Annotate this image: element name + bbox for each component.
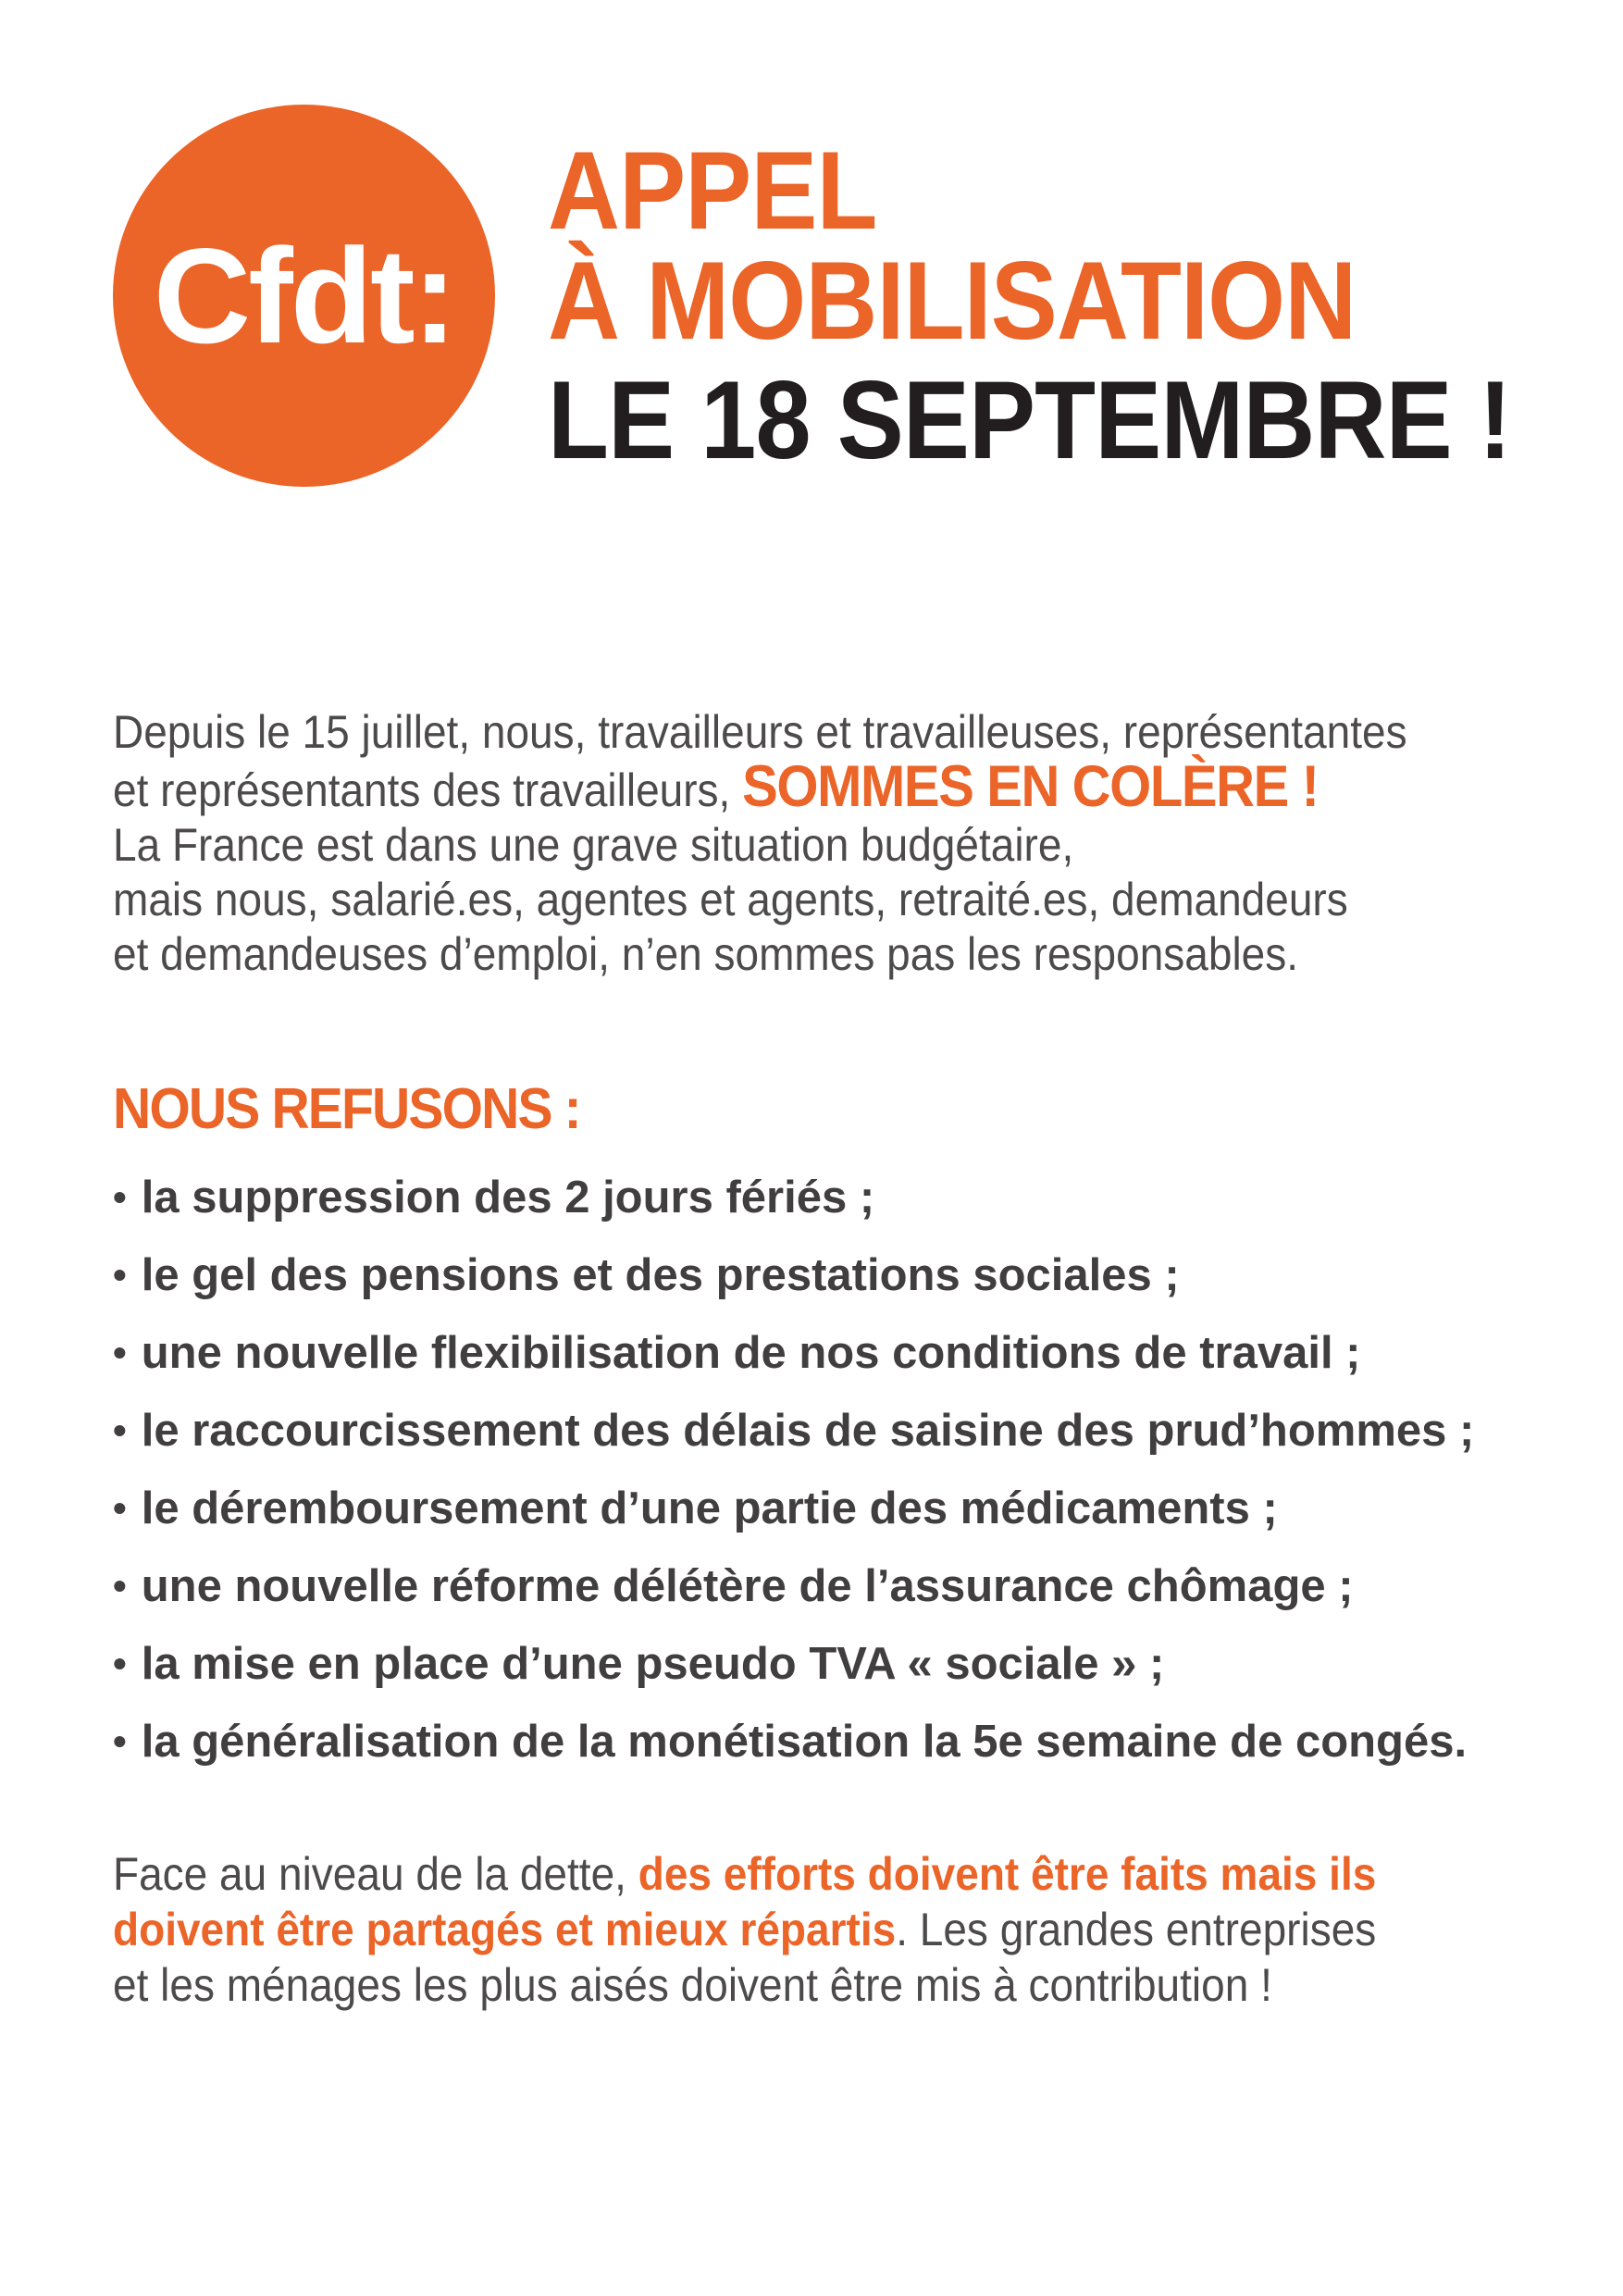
refusal-text: la suppression des 2 jours fériés ; xyxy=(141,1173,875,1222)
bullet-icon: • xyxy=(113,1253,127,1297)
intro-line-5: et demandeuses d’emploi, n’en sommes pas les responsables. xyxy=(113,928,1299,980)
title-line-date: LE 18 SEPTEMBRE ! xyxy=(548,358,1511,482)
bullet-icon: • xyxy=(113,1331,127,1374)
list-item xyxy=(113,1314,1474,1392)
refusal-text: la généralisation de la monétisation la 5e semaine de congés. xyxy=(141,1717,1468,1767)
closing-line-2 xyxy=(113,1902,1376,1957)
nous-refusons-heading: NOUS REFUSONS : xyxy=(113,1077,580,1141)
bullet-icon: • xyxy=(113,1564,127,1607)
list-item xyxy=(113,1392,1474,1470)
title-line-mobilisation: À MOBILISATION xyxy=(548,239,1357,363)
intro-line-2-prefix: et représentants des travailleurs, xyxy=(113,764,743,816)
list-item xyxy=(113,1547,1474,1625)
closing-line-1 xyxy=(113,1846,1376,1902)
bullet-icon: • xyxy=(113,1642,127,1685)
bullet-icon: • xyxy=(113,1486,127,1530)
list-item xyxy=(113,1236,1474,1314)
refusal-text: une nouvelle réforme délétère de l’assurance chômage ; xyxy=(141,1561,1354,1611)
cfdt-logo-text: Cfdt: xyxy=(153,219,455,371)
intro-line-3: La France est dans une grave situation budgétaire, xyxy=(113,819,1074,871)
refusal-text: une nouvelle flexibilisation de nos conditions de travail ; xyxy=(141,1328,1361,1378)
bullet-icon: • xyxy=(113,1409,127,1452)
intro-line-2 xyxy=(113,754,1407,819)
closing-line-2-highlight: doivent être partagés et mieux répartis xyxy=(113,1904,897,1955)
intro-line-4: mais nous, salarié.es, agentes et agents, retraité.es, demandeurs xyxy=(113,874,1348,925)
page-title xyxy=(548,129,1618,482)
refusals-list xyxy=(113,1159,1474,1781)
closing-line-3: et les ménages les plus aisés doivent être mis à contribution ! xyxy=(113,1959,1272,2011)
refusal-text: le raccourcissement des délais de saisine des prud’hommes ; xyxy=(141,1406,1475,1456)
sommes-en-colere-highlight: SOMMES EN COLÈRE ! xyxy=(742,754,1319,819)
closing-line-2-rest: . Les grandes entreprises xyxy=(896,1904,1377,1955)
refusal-text: la mise en place d’une pseudo TVA « sociale » ; xyxy=(141,1639,1165,1689)
list-item xyxy=(113,1159,1474,1236)
title-line-appel: APPEL xyxy=(548,129,877,253)
intro-line-1: Depuis le 15 juillet, nous, travailleurs et travailleuses, représentantes xyxy=(113,706,1407,758)
bullet-icon: • xyxy=(113,1719,127,1763)
closing-paragraph xyxy=(113,1846,1376,2013)
list-item xyxy=(113,1703,1474,1781)
list-item xyxy=(113,1470,1474,1547)
refusal-text: le gel des pensions et des prestations sociales ; xyxy=(141,1250,1180,1300)
closing-line-1-highlight: des efforts doivent être faits mais ils xyxy=(638,1848,1377,1900)
intro-paragraph xyxy=(113,705,1407,982)
list-item xyxy=(113,1625,1474,1703)
refusal-text: le déremboursement d’une partie des médicaments ; xyxy=(141,1483,1278,1533)
closing-line-1-prefix: Face au niveau de la dette, xyxy=(113,1848,638,1900)
bullet-icon: • xyxy=(113,1175,127,1219)
cfdt-logo xyxy=(113,105,495,487)
